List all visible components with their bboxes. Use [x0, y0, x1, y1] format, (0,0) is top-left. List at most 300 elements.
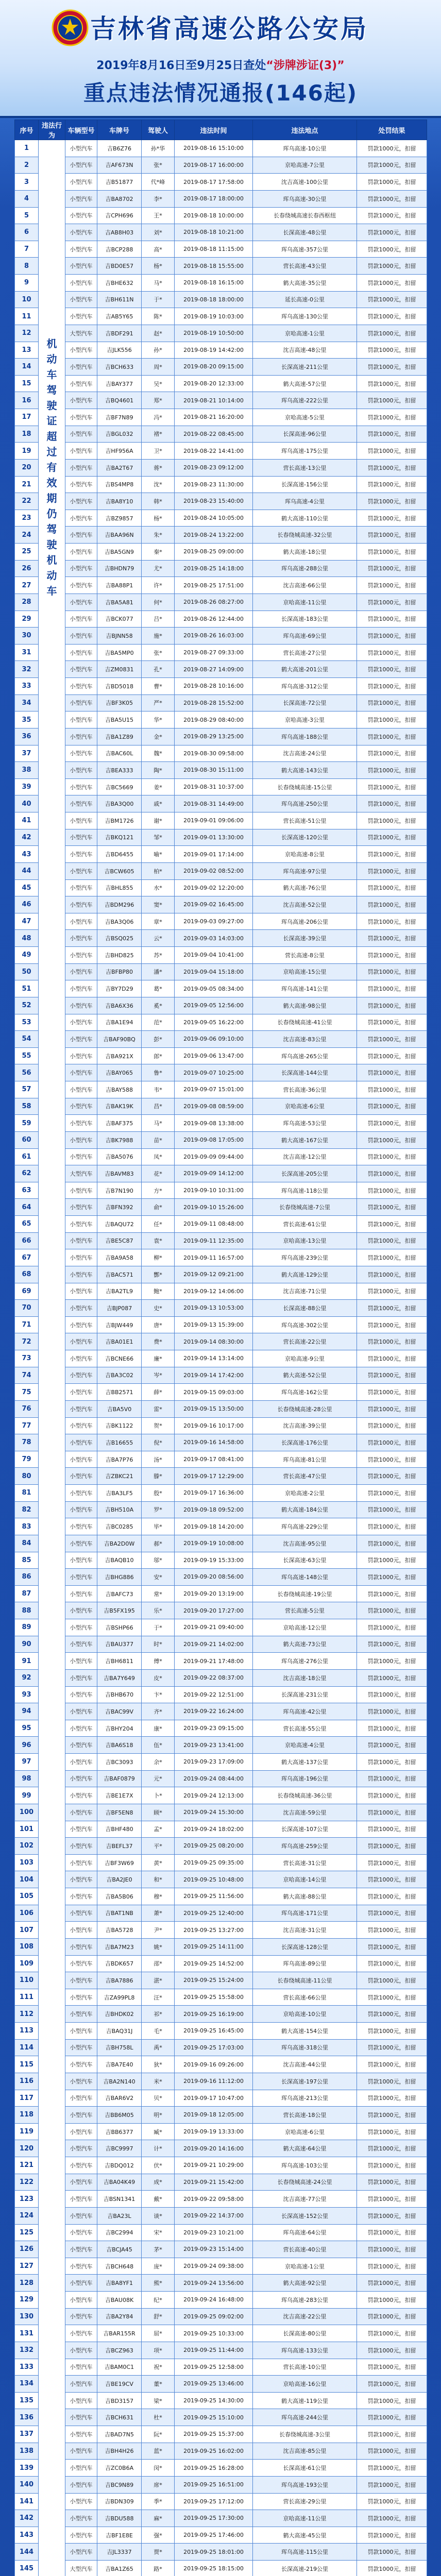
driver-name: 鲁* — [142, 1064, 175, 1081]
driver-name: 彭* — [142, 1031, 175, 1048]
row-number: 55 — [15, 1047, 39, 1064]
table-row — [15, 2224, 427, 2241]
penalty-result: 罚款1000元，扣留 — [357, 544, 427, 561]
penalty-result: 罚款1000元，扣留 — [357, 2308, 427, 2325]
driver-name: 卜* — [142, 1787, 175, 1804]
vehicle-type: 小型汽车 — [65, 1081, 97, 1098]
violation-time: 2019-09-22 12:51:00 — [175, 1686, 253, 1703]
violation-place: 长春绕城高速-41公里 — [253, 1014, 357, 1031]
penalty-result: 罚款1000元，扣留 — [357, 258, 427, 275]
violation-time: 2019-09-11 16:57:00 — [175, 1249, 253, 1266]
penalty-result: 罚款1000元，扣留 — [357, 1216, 427, 1233]
row-number: 140 — [15, 2476, 39, 2493]
driver-name: 潘* — [142, 963, 175, 980]
plate-number: 吉BHB670 — [97, 1686, 142, 1703]
driver-name: 卞* — [142, 1686, 175, 1703]
violation-time: 2019-09-17 16:36:00 — [175, 1485, 253, 1502]
violation-time: 2019-09-25 18:01:00 — [175, 2544, 253, 2561]
violation-place: 长春绕城高速-15公里 — [253, 778, 357, 795]
table-row — [15, 2527, 427, 2544]
plate-number: 吉BCNE66 — [97, 1350, 142, 1367]
driver-name: 喻* — [142, 846, 175, 863]
plate-number: 吉BCW605 — [97, 862, 142, 879]
violation-time: 2019-08-22 08:45:00 — [175, 426, 253, 443]
violation-time: 2019-09-07 15:01:00 — [175, 1081, 253, 1098]
violation-time: 2019-09-25 09:35:00 — [175, 1854, 253, 1871]
violation-place: 京哈高速-14公里 — [253, 1871, 357, 1888]
vehicle-type: 小型汽车 — [65, 2241, 97, 2258]
table-row — [15, 1485, 427, 1502]
row-number: 53 — [15, 1014, 39, 1031]
table-row — [15, 2392, 427, 2409]
violation-place: 珲乌高速-81公里 — [253, 1451, 357, 1468]
row-number: 116 — [15, 2073, 39, 2090]
driver-name: 宋* — [142, 2224, 175, 2241]
vehicle-type: 小型汽车 — [65, 644, 97, 661]
plate-number: 吉BK1122 — [97, 1417, 142, 1434]
plate-number: 吉BK7988 — [97, 1131, 142, 1148]
plate-number: 吉BC9997 — [97, 2140, 142, 2157]
penalty-result: 罚款1000元，扣留 — [357, 1081, 427, 1098]
plate-number: 吉BB6M05 — [97, 2107, 142, 2124]
violation-place: 珲乌高速-250公里 — [253, 795, 357, 812]
penalty-result: 罚款1000元，扣留 — [357, 812, 427, 829]
table-row — [15, 359, 427, 376]
table-row — [15, 1131, 427, 1148]
penalty-result: 罚款1000元，扣留 — [357, 443, 427, 460]
table-row — [15, 1871, 427, 1888]
violation-place: 鹤大高速-35公里 — [253, 275, 357, 292]
vehicle-type: 小型汽车 — [65, 2460, 97, 2477]
table-row — [15, 1232, 427, 1249]
plate-number: 吉BM1726 — [97, 812, 142, 829]
table-row — [15, 2376, 427, 2393]
penalty-result: 罚款1000元，扣留 — [357, 2191, 427, 2208]
vehicle-type: 小型汽车 — [65, 476, 97, 493]
plate-number: 吉JLK556 — [97, 342, 142, 359]
vehicle-type: 小型汽车 — [65, 1838, 97, 1855]
violation-place: 长春绕城高速-19公里 — [253, 1585, 357, 1602]
violation-place: 鹤大高速-119公里 — [253, 2392, 357, 2409]
driver-name: 滕* — [142, 1468, 175, 1485]
driver-name: 史* — [142, 1300, 175, 1317]
violation-time: 2019-08-21 16:20:00 — [175, 409, 253, 426]
driver-name: 梁* — [142, 2392, 175, 2409]
table-row — [15, 1451, 427, 1468]
penalty-result: 罚款1000元，扣留 — [357, 930, 427, 947]
penalty-result: 罚款1000元，扣留 — [357, 291, 427, 308]
table-row — [15, 510, 427, 527]
penalty-result: 罚款1000元，扣留 — [357, 2006, 427, 2023]
violation-time: 2019-09-25 16:02:00 — [175, 2443, 253, 2460]
plate-number: 吉BAY065 — [97, 1064, 142, 1081]
table-row — [15, 1602, 427, 1619]
row-number: 12 — [15, 325, 39, 342]
table-row — [15, 140, 427, 157]
plate-number: 吉BCJA45 — [97, 2241, 142, 2258]
violation-time: 2019-09-25 12:40:00 — [175, 1905, 253, 1922]
violation-time: 2019-09-24 15:30:00 — [175, 1804, 253, 1821]
violation-place: 珲乌高速-4公里 — [253, 493, 357, 510]
penalty-result: 罚款1000元，扣留 — [357, 2174, 427, 2191]
plate-number: 吉BH4H26 — [97, 2443, 142, 2460]
plate-number: 吉BF7N89 — [97, 409, 142, 426]
vehicle-type: 小型汽车 — [65, 1938, 97, 1955]
penalty-result: 罚款1000元，扣留 — [357, 1417, 427, 1434]
table-row — [15, 778, 427, 795]
penalty-result: 罚款1000元，扣留 — [357, 527, 427, 544]
row-number: 92 — [15, 1669, 39, 1686]
vehicle-type: 小型汽车 — [65, 1115, 97, 1132]
violation-time: 2019-08-29 13:25:00 — [175, 728, 253, 745]
violation-place: 沈吉高速-71公里 — [253, 1283, 357, 1300]
table-row — [15, 1047, 427, 1064]
violation-time: 2019-08-27 14:09:00 — [175, 661, 253, 678]
violation-time: 2019-09-13 15:39:00 — [175, 1316, 253, 1333]
row-number: 36 — [15, 728, 39, 745]
violation-time: 2019-09-11 08:48:00 — [175, 1216, 253, 1233]
penalty-result: 罚款1000元，扣留 — [357, 342, 427, 359]
violation-place: 珲乌高速-30公里 — [253, 190, 357, 207]
violation-place: 长深高速-176公里 — [253, 1434, 357, 1451]
violation-time: 2019-09-25 16:28:00 — [175, 2460, 253, 2477]
table-row — [15, 1417, 427, 1434]
violation-time: 2019-09-05 16:22:00 — [175, 1014, 253, 1031]
penalty-result: 罚款1000元，扣留 — [357, 2376, 427, 2393]
row-number: 37 — [15, 745, 39, 762]
column-header: 车辆型号 — [65, 120, 97, 140]
vehicle-type: 小型汽车 — [65, 2090, 97, 2107]
penalty-result: 罚款1000元，扣留 — [357, 1535, 427, 1552]
row-number: 85 — [15, 1552, 39, 1569]
vehicle-type: 小型汽车 — [65, 812, 97, 829]
vehicle-type: 小型汽车 — [65, 1569, 97, 1586]
driver-name: 舒* — [142, 2308, 175, 2325]
driver-name: 张* — [142, 157, 175, 174]
violation-place: 长深高速-88公里 — [253, 1300, 357, 1317]
table-row — [15, 913, 427, 930]
driver-name: 于* — [142, 291, 175, 308]
driver-name: 酆* — [142, 1266, 175, 1283]
vehicle-type: 小型汽车 — [65, 2258, 97, 2275]
penalty-result: 罚款1000元，扣留 — [357, 2544, 427, 2561]
row-number: 138 — [15, 2443, 39, 2460]
row-number: 47 — [15, 913, 39, 930]
row-number: 1 — [15, 140, 39, 157]
driver-name: 戚* — [142, 795, 175, 812]
violation-time: 2019-09-25 13:27:00 — [175, 1922, 253, 1939]
violation-time: 2019-09-01 17:14:00 — [175, 846, 253, 863]
row-number: 101 — [15, 1821, 39, 1838]
row-number: 50 — [15, 963, 39, 980]
driver-name: 韦* — [142, 1081, 175, 1098]
plate-number: 吉BA5V0 — [97, 1400, 142, 1417]
plate-number: 吉BCH648 — [97, 2258, 142, 2275]
row-number: 30 — [15, 628, 39, 645]
vehicle-type: 小型汽车 — [65, 1014, 97, 1031]
vehicle-type: 小型汽车 — [65, 2023, 97, 2040]
vehicle-type: 小型汽车 — [65, 913, 97, 930]
row-number: 137 — [15, 2426, 39, 2443]
table-row — [15, 443, 427, 460]
plate-number: 吉BA6X36 — [97, 997, 142, 1014]
plate-number: 吉BC3093 — [97, 1754, 142, 1771]
violation-time: 2019-08-17 17:58:00 — [175, 174, 253, 191]
driver-name: 乐* — [142, 1602, 175, 1619]
driver-name: 冯* — [142, 409, 175, 426]
violation-time: 2019-09-24 18:02:00 — [175, 1821, 253, 1838]
driver-name: 曹* — [142, 678, 175, 695]
table-row — [15, 1686, 427, 1703]
driver-name: 褚* — [142, 426, 175, 443]
row-number: 86 — [15, 1569, 39, 1586]
vehicle-type: 小型汽车 — [65, 1888, 97, 1905]
plate-number: 吉BA8Y10 — [97, 493, 142, 510]
driver-name: 毛* — [142, 2023, 175, 2040]
violation-place: 珲乌高速-148公里 — [253, 1569, 357, 1586]
table-row — [15, 2359, 427, 2376]
violation-time: 2019-08-19 10:50:00 — [175, 325, 253, 342]
plate-number: 吉BC9N89 — [97, 2476, 142, 2493]
violation-place: 长深高速-63公里 — [253, 1552, 357, 1569]
row-number: 73 — [15, 1350, 39, 1367]
penalty-result: 罚款1000元，扣留 — [357, 2157, 427, 2174]
penalty-result: 罚款1000元，扣留 — [357, 2426, 427, 2443]
plate-number: 吉BAU08K — [97, 2292, 142, 2309]
row-number: 131 — [15, 2325, 39, 2342]
violation-place: 营长高速-13公里 — [253, 459, 357, 476]
driver-name: 魏* — [142, 745, 175, 762]
driver-name: 余* — [142, 1754, 175, 1771]
driver-name: 云* — [142, 930, 175, 947]
plate-number: 吉BAC60L — [97, 745, 142, 762]
violation-time: 2019-09-25 16:45:00 — [175, 2023, 253, 2040]
penalty-result: 罚款1000元，扣留 — [357, 1938, 427, 1955]
penalty-result: 罚款1000元，扣留 — [357, 2056, 427, 2073]
vehicle-type: 小型汽车 — [65, 1585, 97, 1602]
plate-number: 吉BA921X — [97, 1047, 142, 1064]
table-row — [15, 2460, 427, 2477]
row-number: 77 — [15, 1417, 39, 1434]
violation-place: 珲乌高速-141公里 — [253, 980, 357, 997]
vehicle-type: 小型汽车 — [65, 2275, 97, 2292]
vehicle-type: 小型汽车 — [65, 778, 97, 795]
penalty-result: 罚款1000元，扣留 — [357, 1737, 427, 1754]
violation-place: 珲乌高速-213公里 — [253, 2090, 357, 2107]
vehicle-type: 小型汽车 — [65, 1653, 97, 1670]
penalty-result: 罚款1000元，扣留 — [357, 1232, 427, 1249]
row-number: 11 — [15, 308, 39, 325]
table-row — [15, 207, 427, 224]
row-number: 129 — [15, 2292, 39, 2309]
violation-place: 长深高速-144公里 — [253, 1064, 357, 1081]
table-row — [15, 1787, 427, 1804]
plate-number: 吉BAR6V2 — [97, 2090, 142, 2107]
plate-number: 吉BAD7N5 — [97, 2426, 142, 2443]
vehicle-type: 小型汽车 — [65, 1485, 97, 1502]
vehicle-type: 小型汽车 — [65, 190, 97, 207]
violation-time: 2019-09-19 10:08:00 — [175, 1535, 253, 1552]
plate-number: 吉BHL855 — [97, 879, 142, 896]
table-row — [15, 997, 427, 1014]
penalty-result: 罚款1000元，扣留 — [357, 2561, 427, 2576]
penalty-result: 罚款1000元，扣留 — [357, 2476, 427, 2493]
penalty-result: 罚款1000元，扣留 — [357, 594, 427, 611]
violation-time: 2019-08-19 14:42:00 — [175, 342, 253, 359]
violation-time: 2019-08-17 16:00:00 — [175, 157, 253, 174]
driver-name: 章* — [142, 913, 175, 930]
violation-place: 鹤大高速-137公里 — [253, 1754, 357, 1771]
table-row — [15, 1955, 427, 1972]
penalty-result: 罚款1000元，扣留 — [357, 1115, 427, 1132]
penalty-result: 罚款1000元，扣留 — [357, 997, 427, 1014]
violation-time: 2019-09-02 08:52:00 — [175, 862, 253, 879]
table-row — [15, 1737, 427, 1754]
plate-number: 吉BA2N140 — [97, 2073, 142, 2090]
row-number: 20 — [15, 459, 39, 476]
penalty-result: 罚款1000元，扣留 — [357, 1922, 427, 1939]
violation-place: 京哈高速-7公里 — [253, 157, 357, 174]
table-row — [15, 1216, 427, 1233]
violation-place: 长深高速-211公里 — [253, 359, 357, 376]
vehicle-type: 小型汽车 — [65, 1871, 97, 1888]
plate-number: 吉BD6455 — [97, 846, 142, 863]
table-row — [15, 745, 427, 762]
violation-time: 2019-09-25 10:48:00 — [175, 1871, 253, 1888]
driver-name: 窦* — [142, 896, 175, 913]
plate-number: 吉BAY377 — [97, 375, 142, 392]
row-number: 98 — [15, 1770, 39, 1787]
row-number: 126 — [15, 2241, 39, 2258]
table-row — [15, 846, 427, 863]
violation-place: 鹤大高速-201公里 — [253, 661, 357, 678]
row-number: 48 — [15, 930, 39, 947]
driver-name: 范* — [142, 1014, 175, 1031]
table-row — [15, 2561, 427, 2576]
vehicle-type: 小型汽车 — [65, 1619, 97, 1636]
driver-name: 雷* — [142, 1400, 175, 1417]
violation-place: 长春绕城高速长春西枢纽 — [253, 207, 357, 224]
table-row — [15, 1569, 427, 1586]
vehicle-type: 小型汽车 — [65, 1047, 97, 1064]
violation-place: 珲乌高速-283公里 — [253, 2292, 357, 2309]
driver-name: 卫* — [142, 443, 175, 460]
penalty-result: 罚款1000元，扣留 — [357, 1720, 427, 1737]
driver-name: 鲍* — [142, 1283, 175, 1300]
row-number: 21 — [15, 476, 39, 493]
driver-name: 方* — [142, 1182, 175, 1199]
column-header: 驾驶人 — [142, 120, 175, 140]
vehicle-type: 小型汽车 — [65, 1417, 97, 1434]
driver-name: 臧* — [142, 2123, 175, 2140]
row-number: 39 — [15, 778, 39, 795]
violation-time: 2019-09-22 09:58:00 — [175, 2191, 253, 2208]
driver-name: 汪* — [142, 1989, 175, 2006]
violation-time: 2019-08-18 16:15:00 — [175, 275, 253, 292]
table-row — [15, 1316, 427, 1333]
penalty-result: 罚款1000元，扣留 — [357, 241, 427, 258]
violation-time: 2019-09-14 13:14:00 — [175, 1350, 253, 1367]
violation-time: 2019-08-24 13:22:00 — [175, 527, 253, 544]
table-row — [15, 577, 427, 594]
violation-place: 沈吉高速-95公里 — [253, 1535, 357, 1552]
violation-place: 营长高速-27公里 — [253, 644, 357, 661]
row-number: 107 — [15, 1922, 39, 1939]
driver-name: 严* — [142, 694, 175, 711]
penalty-result: 罚款1000元，扣留 — [357, 1047, 427, 1064]
vehicle-type: 小型汽车 — [65, 1316, 97, 1333]
plate-number: 吉BA1Z65 — [97, 2561, 142, 2576]
row-number: 29 — [15, 611, 39, 628]
penalty-result: 罚款1000元，扣留 — [357, 1871, 427, 1888]
plate-number: 吉BAA96N — [97, 527, 142, 544]
table-row — [15, 2039, 427, 2056]
table-row — [15, 1669, 427, 1686]
vehicle-type: 小型汽车 — [65, 1182, 97, 1199]
vehicle-type: 小型汽车 — [65, 1686, 97, 1703]
table-row — [15, 1249, 427, 1266]
row-number: 3 — [15, 174, 39, 191]
penalty-result: 罚款1000元，扣留 — [357, 1199, 427, 1216]
violation-place: 京哈高速-11公里 — [253, 2510, 357, 2527]
row-number: 8 — [15, 258, 39, 275]
violation-time: 2019-09-25 15:24:00 — [175, 1972, 253, 1989]
table-row — [15, 1888, 427, 1905]
table-header — [15, 120, 427, 140]
penalty-result: 罚款1000元，扣留 — [357, 560, 427, 577]
row-number: 134 — [15, 2376, 39, 2393]
penalty-result: 罚款1000元，扣留 — [357, 1316, 427, 1333]
violation-place: 珲乌高速-206公里 — [253, 913, 357, 930]
violation-time: 2019-08-28 15:52:00 — [175, 694, 253, 711]
penalty-result: 罚款1000元，扣留 — [357, 1585, 427, 1602]
table-row — [15, 947, 427, 964]
violation-place: 珲乌高速-89公里 — [253, 1955, 357, 1972]
penalty-result: 罚款1000元，扣留 — [357, 174, 427, 191]
plate-number: 吉BE5C87 — [97, 1232, 142, 1249]
violation-time: 2019-08-30 15:11:00 — [175, 762, 253, 779]
vehicle-type: 小型汽车 — [65, 459, 97, 476]
table-row — [15, 1266, 427, 1283]
vehicle-type: 小型汽车 — [65, 1367, 97, 1384]
row-number: 18 — [15, 426, 39, 443]
table-row — [15, 291, 427, 308]
vehicle-type: 小型汽车 — [65, 2342, 97, 2359]
violation-place: 长深高速-128公里 — [253, 1938, 357, 1955]
violation-place: 珲乌高速-162公里 — [253, 1384, 357, 1401]
table-row — [15, 694, 427, 711]
row-number: 60 — [15, 1131, 39, 1148]
violation-place: 营长高速-18公里 — [253, 2107, 357, 2124]
violation-time: 2019-08-25 17:51:00 — [175, 577, 253, 594]
violation-time: 2019-09-18 14:20:00 — [175, 1518, 253, 1535]
penalty-result: 罚款1000元，扣留 — [357, 1653, 427, 1670]
violation-place: 营长高速-10公里 — [253, 2359, 357, 2376]
violation-place: 营长高速-51公里 — [253, 812, 357, 829]
penalty-result: 罚款1000元，扣留 — [357, 2325, 427, 2342]
row-number: 75 — [15, 1384, 39, 1401]
vehicle-type: 小型汽车 — [65, 846, 97, 863]
violation-time: 2019-09-21 10:29:00 — [175, 2157, 253, 2174]
violation-place: 沈吉高速-31公里 — [253, 1922, 357, 1939]
violation-place: 京哈高速-5公里 — [253, 409, 357, 426]
violation-time: 2019-09-07 10:25:00 — [175, 1064, 253, 1081]
row-number: 133 — [15, 2359, 39, 2376]
penalty-result: 罚款1000元，扣留 — [357, 1501, 427, 1518]
table-row — [15, 879, 427, 896]
violation-time: 2019-09-01 09:06:00 — [175, 812, 253, 829]
plate-number: 吉BA2T67 — [97, 459, 142, 476]
